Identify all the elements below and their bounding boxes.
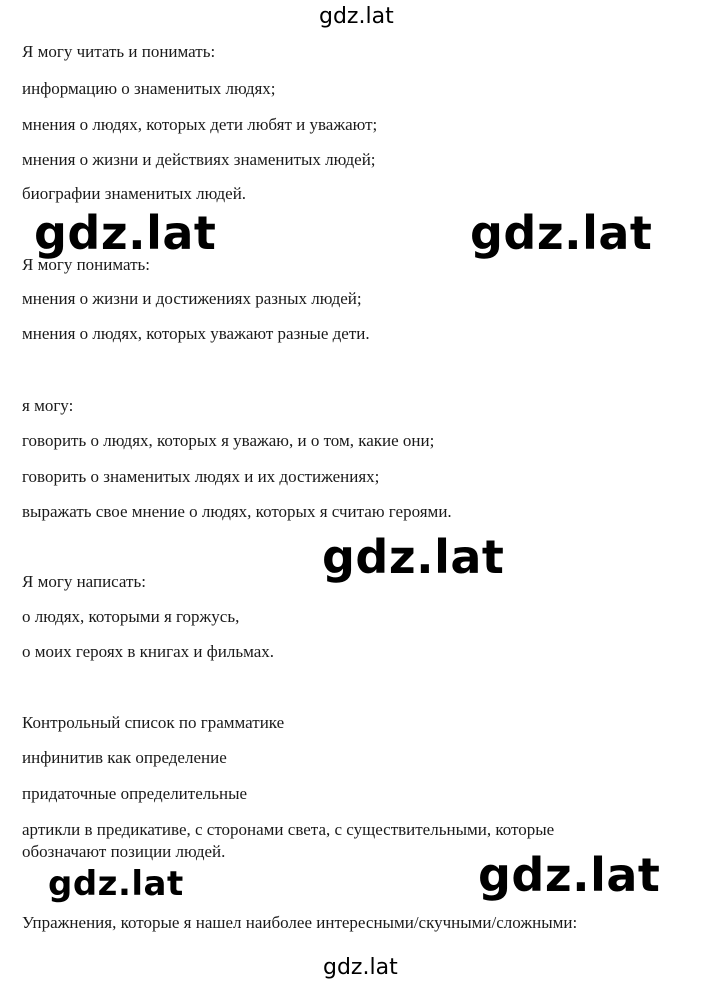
reading-item: мнения о жизни и действиях знаменитых людей; xyxy=(22,150,376,169)
grammar-item: обозначают позиции людей. xyxy=(22,842,226,861)
writing-item: о людях, которыми я горжусь, xyxy=(22,607,240,626)
grammar-item: инфинитив как определение xyxy=(22,748,227,767)
speaking-item: выражать свое мнение о людях, которых я считаю героями. xyxy=(22,502,452,521)
grammar-item: придаточные определительные xyxy=(22,784,248,803)
reading-item: информацию о знаменитых людях; xyxy=(22,79,276,98)
speaking-item: говорить о знаменитых людях и их достижениях; xyxy=(22,467,380,486)
watermark-bottom: gdz.lat xyxy=(323,955,398,980)
grammar-item: артикли в предикативе, с сторонами света, с существительными, которые xyxy=(22,820,555,839)
listening-item: мнения о людях, которых уважают разные дети. xyxy=(22,324,370,343)
reading-heading: Я могу читать и понимать: xyxy=(22,42,216,61)
watermark-right-upper: gdz.lat xyxy=(470,206,653,260)
speaking-item: говорить о людях, которых я уважаю, и о том, какие они; xyxy=(22,431,435,450)
watermark-left-upper: gdz.lat xyxy=(34,206,217,260)
listening-heading: Я могу понимать: xyxy=(22,255,151,274)
reading-item: мнения о людях, которых дети любят и уважают; xyxy=(22,115,378,134)
watermark-right-lower: gdz.lat xyxy=(478,848,661,902)
grammar-heading: Контрольный список по грамматике xyxy=(22,713,285,732)
writing-item: о моих героях в книгах и фильмах. xyxy=(22,642,275,661)
reading-item: биографии знаменитых людей. xyxy=(22,184,247,203)
exercises-line: Упражнения, которые я нашел наиболее интересными/скучными/сложными: xyxy=(22,913,578,932)
watermark-center: gdz.lat xyxy=(322,530,505,584)
speaking-heading: я могу: xyxy=(22,396,74,415)
watermark-left-lower: gdz.lat xyxy=(48,864,184,904)
watermark-top: gdz.lat xyxy=(319,4,394,29)
listening-item: мнения о жизни и достижениях разных людей; xyxy=(22,289,362,308)
writing-heading: Я могу написать: xyxy=(22,572,146,591)
